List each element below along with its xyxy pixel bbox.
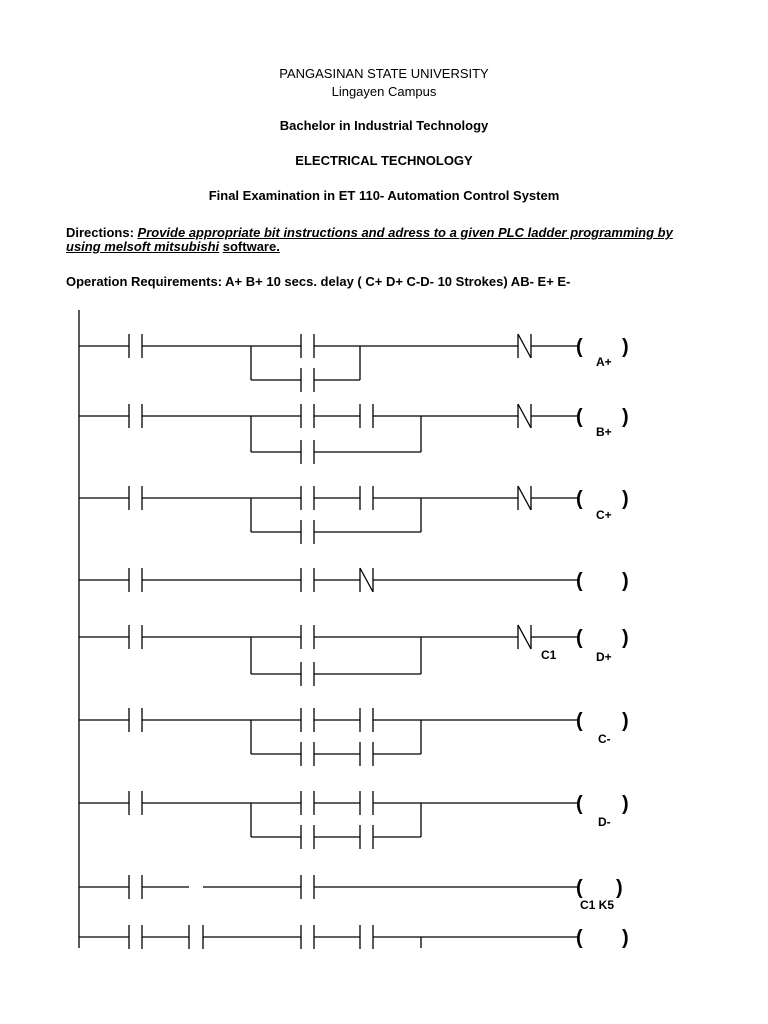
- coil-close-1: ): [622, 336, 629, 358]
- coil-open-2: (: [576, 406, 583, 428]
- exam-title: Final Examination in ET 110- Automation Control System: [208, 188, 560, 203]
- coil-close-2: ): [622, 406, 629, 428]
- coil-open-5: (: [576, 627, 583, 649]
- coil-close-6: ): [622, 710, 629, 732]
- coil-close-4: ): [622, 570, 629, 592]
- coil-label-3: C+: [596, 508, 612, 522]
- coil-open-6: (: [576, 710, 583, 732]
- directions-label: Directions:: [66, 225, 134, 240]
- contact-label-5: C1: [541, 648, 557, 662]
- rung-7: [79, 791, 578, 849]
- coil-label-1: A+: [596, 355, 612, 369]
- rung-8: [79, 875, 578, 899]
- rung-4: [79, 568, 578, 592]
- department-name: ELECTRICAL TECHNOLOGY: [295, 153, 473, 168]
- university-name: PANGASINAN STATE UNIVERSITY: [279, 66, 489, 81]
- coil-label-7: D-: [598, 815, 611, 829]
- coil-close-7: ): [622, 793, 629, 815]
- coil-label-5: D+: [596, 650, 612, 664]
- rung-9: [79, 925, 578, 949]
- rung-1: [79, 334, 578, 392]
- directions-software: software.: [222, 239, 280, 254]
- program-name: Bachelor in Industrial Technology: [279, 118, 489, 133]
- coil-close-8: ): [616, 877, 623, 899]
- coil-open-4: (: [576, 570, 583, 592]
- coil-close-3: ): [622, 488, 629, 510]
- coil-open-7: (: [576, 793, 583, 815]
- campus-name: Lingayen Campus: [331, 84, 437, 99]
- rung-3: [79, 486, 578, 544]
- coil-open-8: (: [576, 877, 583, 899]
- coil-open-9: (: [576, 927, 583, 949]
- operation-requirements: Operation Requirements: A+ B+ 10 secs. delay ( C+ D+ C-D- 10 Strokes) AB- E+ E-: [66, 274, 571, 289]
- coil-label-8: C1 K5: [580, 898, 615, 912]
- coil-open-1: (: [576, 336, 583, 358]
- directions-instruction: Provide appropriate bit instructions and adress to a given PLC ladder programming by using melsoft mitsubishi: [66, 225, 673, 254]
- coil-close-5: ): [622, 627, 629, 649]
- rung-5: [79, 625, 578, 686]
- coil-open-3: (: [576, 488, 583, 510]
- rung-6: [79, 708, 578, 766]
- coil-label-2: B+: [596, 425, 612, 439]
- rung-2: [79, 404, 578, 464]
- coil-close-9: ): [622, 927, 629, 949]
- coil-label-6: C-: [598, 732, 611, 746]
